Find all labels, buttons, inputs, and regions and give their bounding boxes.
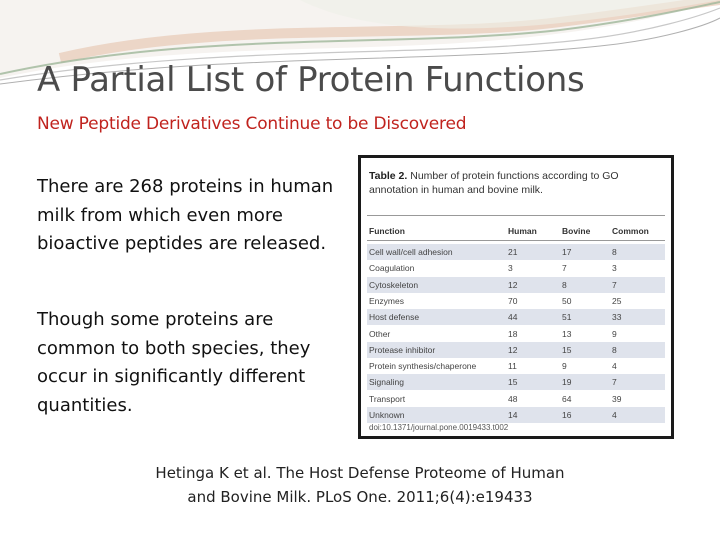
cell-function: Unknown [369,410,405,420]
cell-common: 7 [612,279,617,290]
cell-function: Enzymes [369,295,404,306]
cell-function: Host defense [369,312,420,323]
cell-common: 3 [612,263,617,274]
cell-bovine: 7 [562,263,567,274]
cell-function: Signaling [369,377,404,388]
header-function: Function [369,226,405,236]
header-bovine: Bovine [562,226,591,236]
table-row [367,326,665,342]
slide-subtitle: New Peptide Derivatives Continue to be Discovered [37,114,467,134]
table-caption-text: Number of protein functions according to GO annotation in human and bovine milk. [369,170,619,196]
cell-bovine: 19 [562,377,572,388]
cell-function: Coagulation [369,263,415,274]
header-common: Common [612,226,649,236]
cell-human: 12 [508,344,518,355]
cell-human: 70 [508,295,518,306]
cell-common: 25 [612,295,622,306]
cell-human: 14 [508,410,518,420]
cell-bovine: 16 [562,410,572,420]
body-paragraph-2: Though some proteins are common to both species, they occur in significantly different quantities. [37,309,311,416]
cell-function: Protein synthesis/chaperone [369,361,477,372]
table-doi: doi:10.1371/journal.pone.0019433.t002 [369,423,509,432]
table-row [367,342,665,358]
cell-bovine: 50 [562,295,572,306]
table-row [367,358,665,374]
cell-common: 4 [612,361,617,372]
cell-bovine: 51 [562,312,572,323]
table-caption-label: Table 2. [369,170,408,182]
table-row [367,309,665,325]
cell-bovine: 13 [562,328,572,339]
cell-function: Cytoskeleton [369,279,419,290]
cell-human: 12 [508,279,518,290]
table-top-rule [367,215,665,216]
header-human: Human [508,226,537,236]
cell-human: 3 [508,263,513,274]
table-row [367,374,665,390]
cell-function: Cell wall/cell adhesion [369,247,453,257]
table-row [367,407,665,423]
cell-human: 44 [508,312,518,323]
cell-common: 9 [612,328,617,339]
cell-bovine: 17 [562,247,572,257]
protein-function-table-image [358,155,674,439]
citation-line-1: Hetinga K et al. The Host Defense Proteome of Human [155,464,565,482]
table-row [367,391,665,407]
cell-human: 15 [508,377,518,388]
cell-common: 39 [612,393,622,404]
cell-bovine: 9 [562,361,567,372]
slide-title: A Partial List of Protein Functions [37,60,585,100]
cell-human: 11 [508,361,517,372]
table-row [367,260,665,276]
body-paragraph-1: There are 268 proteins in human milk from which even more bioactive peptides are released. [37,176,334,254]
cell-bovine: 64 [562,393,572,404]
table-header-row [367,223,665,239]
table-header-rule [367,240,665,241]
table-caption [369,169,665,197]
cell-human: 48 [508,393,518,404]
cell-human: 21 [508,247,518,257]
cell-bovine: 8 [562,279,567,290]
cell-common: 8 [612,247,617,257]
cell-common: 4 [612,410,617,420]
cell-function: Other [369,328,391,339]
cell-function: Protease inhibitor [369,344,436,355]
table-row [367,277,665,293]
citation-line-2: and Bovine Milk. PLoS One. 2011;6(4):e19433 [187,488,533,506]
cell-common: 8 [612,344,617,355]
table-row [367,293,665,309]
cell-human: 18 [508,328,518,339]
cell-common: 7 [612,377,617,388]
cell-bovine: 15 [562,344,572,355]
table-row [367,244,665,260]
cell-common: 33 [612,312,622,323]
citation [0,461,720,509]
cell-function: Transport [369,393,406,404]
